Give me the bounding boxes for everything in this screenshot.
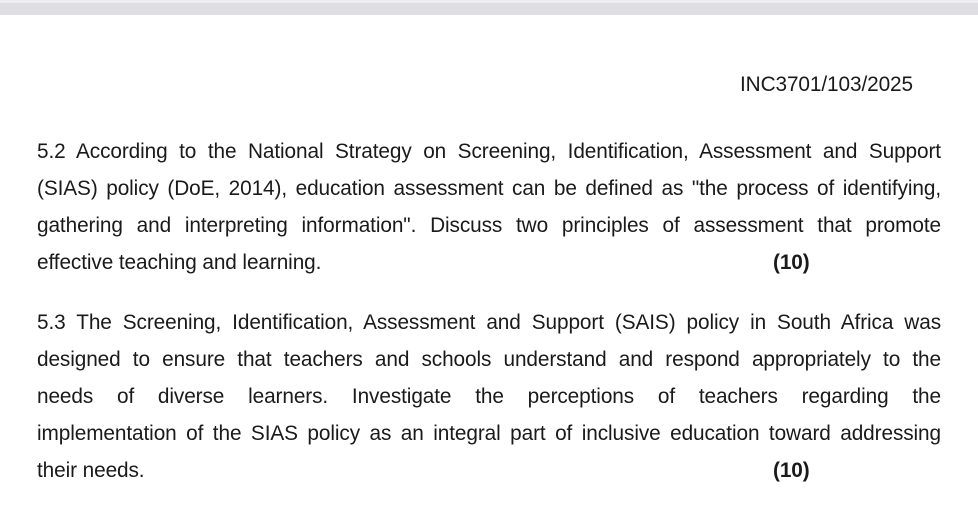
text-line: needs of diverse learners. Investigate the perceptions of teachers regarding the xyxy=(37,385,941,408)
document-body xyxy=(37,133,941,489)
question-5-3 xyxy=(37,304,941,489)
text-line xyxy=(37,244,941,281)
line-text: their needs. xyxy=(37,459,145,482)
text-line: designed to ensure that teachers and schools understand and respond appropriately to the xyxy=(37,348,941,371)
text-line: 5.2 According to the National Strategy on Screening, Identification, Assessment and Support xyxy=(37,140,941,163)
text-line xyxy=(37,452,941,489)
text-line: gathering and interpreting information". Discuss two principles of assessment that promote xyxy=(37,214,941,237)
window-top-strip xyxy=(0,0,978,15)
question-5-2 xyxy=(37,133,941,281)
marks-label: (10) xyxy=(773,251,810,274)
text-line: 5.3 The Screening, Identification, Assessment and Support (SAIS) policy in South Africa was xyxy=(37,311,941,334)
document-reference: INC3701/103/2025 xyxy=(739,73,913,96)
text-line: (SIAS) policy (DoE, 2014), education assessment can be defined as "the process of identifying, xyxy=(37,177,941,200)
text-line: implementation of the SIAS policy as an integral part of inclusive education toward addressing xyxy=(37,422,941,445)
marks-label: (10) xyxy=(773,459,810,482)
line-text: effective teaching and learning. xyxy=(37,251,322,274)
